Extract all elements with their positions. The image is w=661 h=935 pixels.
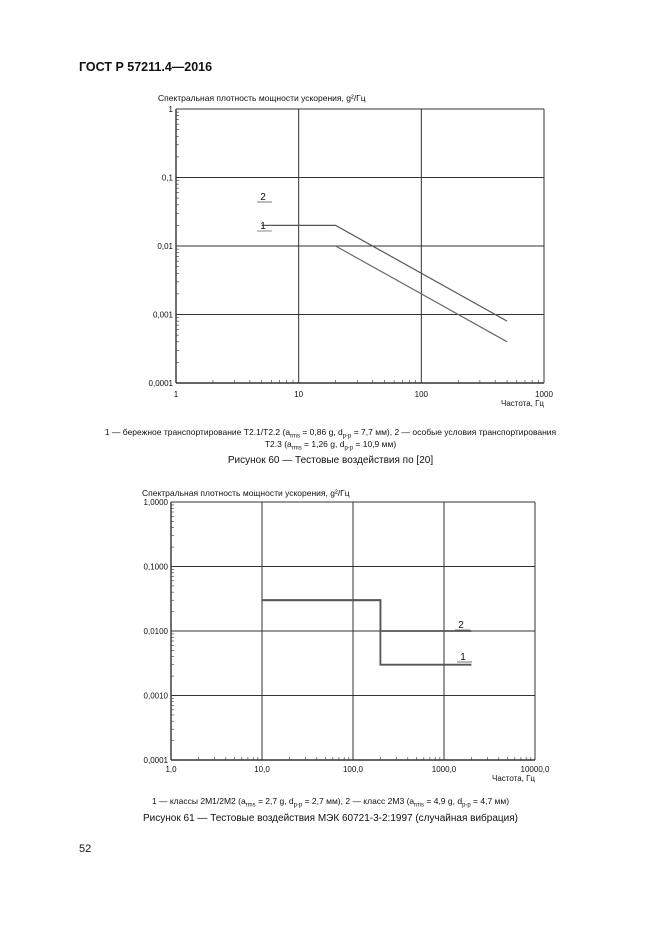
series-group xyxy=(262,600,472,665)
y-tick-label: 0,1000 xyxy=(143,562,168,572)
y-tick-label: 1,0000 xyxy=(143,498,168,507)
x-axis-title: Частота, Гц xyxy=(500,399,544,408)
y-tick-label: 0,0001 xyxy=(143,756,168,765)
figure-60-title: Рисунок 60 — Тестовые воздействия по [20] xyxy=(227,455,434,466)
y-tick-label: 0,01 xyxy=(157,242,173,251)
series-1-line xyxy=(262,600,471,665)
y-tick-label: 0,001 xyxy=(152,310,173,320)
x-tick-label: 1000,0 xyxy=(431,765,457,774)
figure-61-title: Рисунок 61 — Тестовые воздействия МЭК 60721-3-2:1997 (случайная вибрация) xyxy=(143,813,518,824)
x-tick-label: 100 xyxy=(414,390,429,399)
figure-60-legend-line2: T2.3 ($a_{rms} = 1,26$ g, $d_{p-p} = 10,9$ мм) xyxy=(264,439,397,452)
labels-group xyxy=(149,93,554,408)
grid xyxy=(171,502,535,760)
figure-61-chart xyxy=(0,480,661,790)
x-tick-label: 10000,0 xyxy=(520,765,550,774)
x-tick-label: 10 xyxy=(294,390,304,399)
page-number: 52 xyxy=(79,843,92,855)
y-tick-label: 0,0001 xyxy=(148,379,173,388)
x-tick-label: 1000 xyxy=(535,390,553,399)
figure-61-legend-line1: 1 — классы 2M1/2M2 ($a_{rms} = 2,7$ g, $d_{p-p} = 2,7$ мм), 2 — класс 2M3 ($a_{rms} = 4,9$ g, $d_{p-p} = 4,7$ мм) xyxy=(151,796,510,809)
x-tick-label: 10,0 xyxy=(254,765,270,774)
figure-60-chart xyxy=(0,0,661,420)
x-tick-label: 100,0 xyxy=(342,765,364,774)
series-1-label: 1 xyxy=(260,221,266,232)
figure-60-legend-line1: 1 — бережное транспортирование T2.1/T2.2 ($a_{rms} = 0,86$ g, $d_{p-p} = 7,7$ мм), 2 — особые условия транспортирования xyxy=(104,427,557,440)
y-tick-label: 0,1 xyxy=(161,173,173,183)
series-1-label: 1 xyxy=(460,652,466,663)
x-tick-label: 1 xyxy=(173,390,179,399)
x-axis-title: Частота, Гц xyxy=(491,774,535,783)
y-tick-label: 0,0100 xyxy=(143,627,168,636)
y-tick-label: 1 xyxy=(168,105,173,114)
series-2-label: 2 xyxy=(458,620,464,631)
y-axis-title: Спектральная плотность мощности ускорения, g²/Гц xyxy=(142,488,350,498)
document-header: ГОСТ Р 57211.4—2016 xyxy=(79,60,213,74)
y-tick-label: 0,0010 xyxy=(143,691,168,701)
x-tick-label: 1,0 xyxy=(165,765,177,774)
grid xyxy=(176,109,544,383)
series-2-label: 2 xyxy=(260,192,266,203)
labels-group xyxy=(142,488,550,783)
y-axis-title: Спектральная плотность мощности ускорения, g²/Гц xyxy=(158,93,366,103)
series-group xyxy=(257,202,507,342)
series-2-line xyxy=(262,600,471,631)
